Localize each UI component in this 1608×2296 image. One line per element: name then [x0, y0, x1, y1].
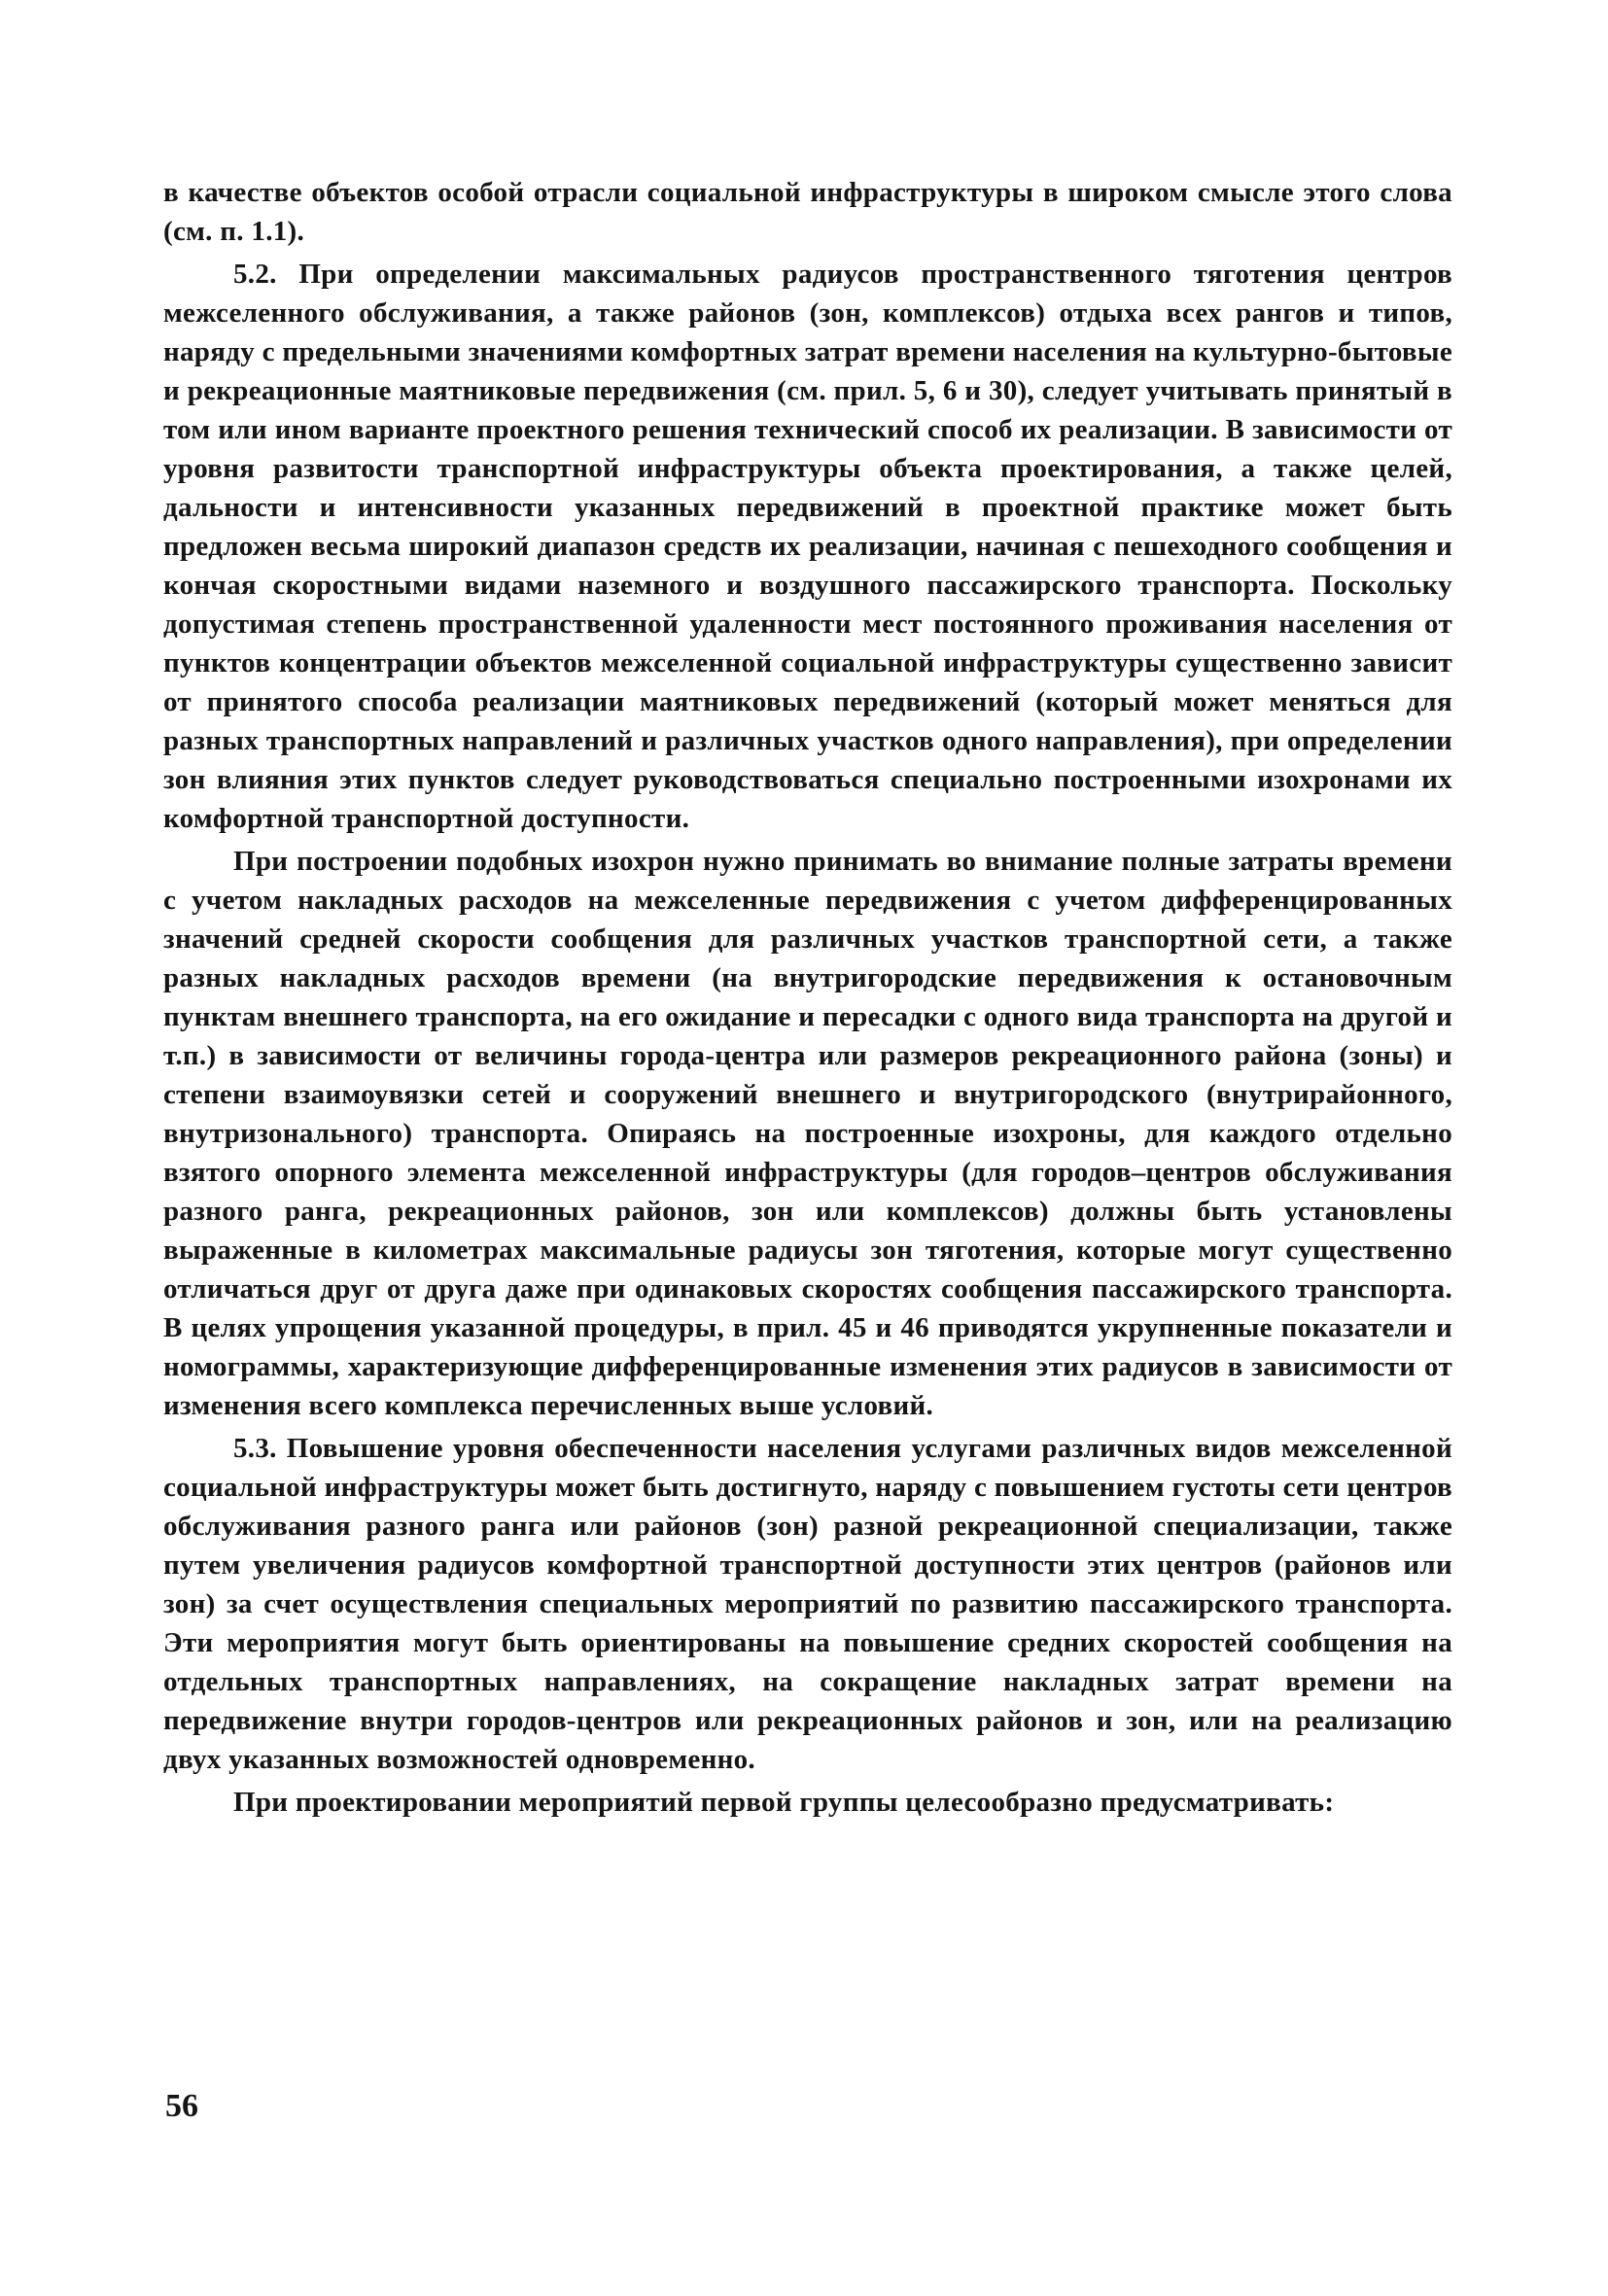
page-number: 56 [165, 2088, 198, 2124]
paragraph-first-group: При проектировании мероприятий первой группы целесообразно предусматривать: [233, 1787, 1335, 1818]
paragraph-5-2: 5.2. При определении максимальных радиусов пространственного тяготения центров межселенного обслуживания, а также районов (зон, комплексов) отдыха всех рангов и типов, наряду с предельными значениями комфортных затрат времени населения на культурно-бытовые и рекреационные маятниковые передвижения (см. прил. 5, 6 и 30), следует учитывать принятый в том или ином варианте проектного решения технический способ их реализации. В зависимости от уровня развитости транспортной инфраструктуры объекта проектирования, а также целей, дальности и интенсивности указанных передвижений в проектной практике может быть предложен весьма широкий диапазон средств их реализации, начиная с пешеходного сообщения и кончая скоростными видами наземного и воздушного пассажирского транспорта. Поскольку допустимая степень пространственной удаленности мест постоянного проживания населения от пунктов концентрации объектов межселенной социальной инфраструктуры существенно зависит от принятого способа реализации маятниковых передвижений (который может меняться для разных транспортных направлений и различных участков одного направления), при определении зон влияния этих пунктов следует руководствоваться специально построенными изохронами их комфортной транспортной доступности. [163, 259, 1452, 834]
paragraph-5-3: 5.3. Повышение уровня обеспеченности населения услугами различных видов межселенной социальной инфраструктуры может быть достигнуто, наряду с повышением густоты сети центров обслуживания разного ранга или районов (зон) разной рекреационной специализации, также путем увеличения радиусов комфортной транспортной доступности этих центров (районов или зон) за счет осуществления специальных мероприятий по развитию пассажирского транспорта. Эти мероприятия могут быть ориентированы на повышение средних скоростей сообщения на отдельных транспортных направлениях, на сокращение накладных затрат времени на передвижение внутри городов-центров или рекреационных районов и зон, или на реализацию двух указанных возможностей одновременно. [163, 1433, 1452, 1775]
paragraph-isochrones: При построении подобных изохрон нужно принимать во внимание полные затраты времени с учетом накладных расходов на межселенные передвижения с учетом дифференцированных значений средней скорости сообщения для различных участков транспортной сети, а также разных накладных расходов времени (на внутригородские передвижения к остановочным пунктам внешнего транспорта, на его ожидание и пересадки с одного вида транспорта на другой и т.п.) в зависимости от величины города-центра или размеров рекреационного района (зоны) и степени взаимоувязки сетей и сооружений внешнего и внутригородского (внутрирайонного, внутризонального) транспорта. Опираясь на построенные изохроны, для каждого отдельно взятого опорного элемента межселенной инфраструктуры (для городов–центров обслуживания разного ранга, рекреационных районов, зон или комплексов) должны быть установлены выраженные в километрах максимальные радиусы зон тяготения, которые могут существенно отличаться друг от друга даже при одинаковых скоростях сообщения пассажирского транспорта. В целях упрощения указанной процедуры, в прил. 45 и 46 приводятся укрупненные показатели и номограммы, характеризующие дифференцированные изменения этих радиусов в зависимости от изменения всего комплекса перечисленных выше условий. [163, 846, 1452, 1421]
body-text [163, 173, 1452, 1822]
paragraph-continuation: в качестве объектов особой отрасли социальной инфраструктуры в широком смысле этого слова (см. п. 1.1). [163, 177, 1452, 247]
